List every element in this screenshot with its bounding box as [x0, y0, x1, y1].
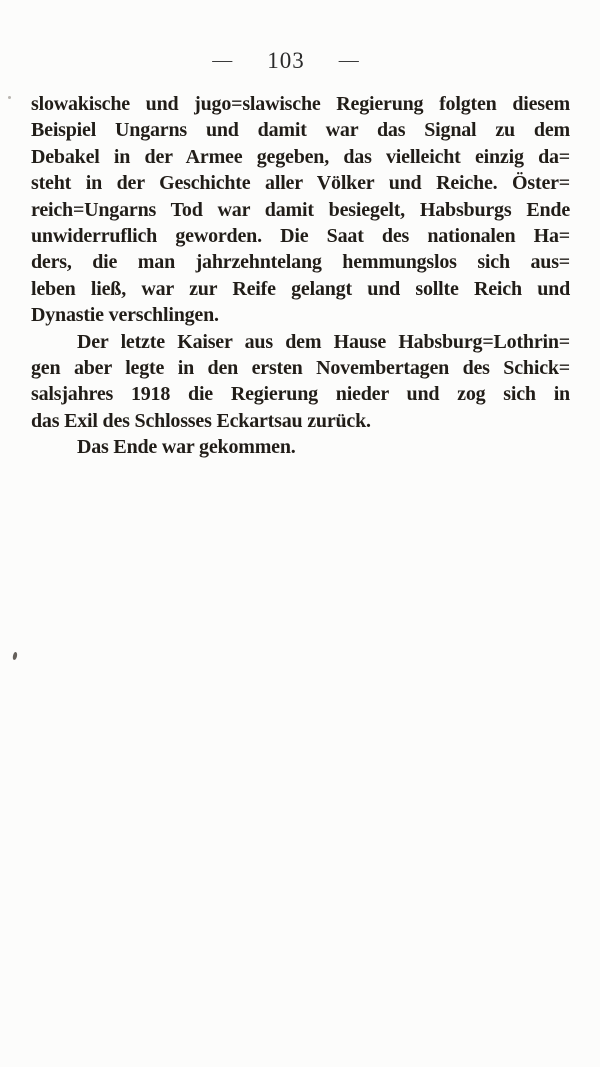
text-line: salsjahres 1918 die Regierung nieder und zog sich in [31, 383, 570, 406]
text-line: Beispiel Ungarns und damit war das Signal zu dem [31, 119, 570, 142]
paper-speck [8, 96, 11, 99]
text-block [31, 91, 570, 461]
text-line: gen aber legte in den ersten Novembertagen des Schick= [31, 357, 570, 380]
text-line: leben ließ, war zur Reife gelangt und sollte Reich und [31, 277, 570, 300]
text-line: Dynastie verschlingen. [31, 304, 219, 327]
text-line: Das Ende war gekommen. [77, 436, 296, 459]
page-header [0, 48, 586, 74]
header-left-dash: — [212, 49, 234, 71]
text-line: unwiderruflich geworden. Die Saat des nationalen Ha= [31, 225, 570, 248]
header-right-dash: — [338, 49, 360, 71]
text-line: Debakel in der Armee gegeben, das vielleicht einzig da= [31, 145, 570, 168]
page-number: 103 [267, 48, 305, 73]
text-line: reich=Ungarns Tod war damit besiegelt, Habsburgs Ende [31, 198, 570, 221]
ink-speck [12, 652, 18, 661]
text-line: slowakische und jugo=slawische Regierung folgten diesem [31, 93, 570, 115]
text-line: steht in der Geschichte aller Völker und Reiche. Öster= [31, 172, 570, 195]
text-line: ders, die man jahrzehntelang hemmungslos sich aus= [31, 251, 570, 274]
text-line: Der letzte Kaiser aus dem Hause Habsburg=Lothrin= [77, 330, 570, 353]
text-line: das Exil des Schlosses Eckartsau zurück. [31, 409, 371, 432]
